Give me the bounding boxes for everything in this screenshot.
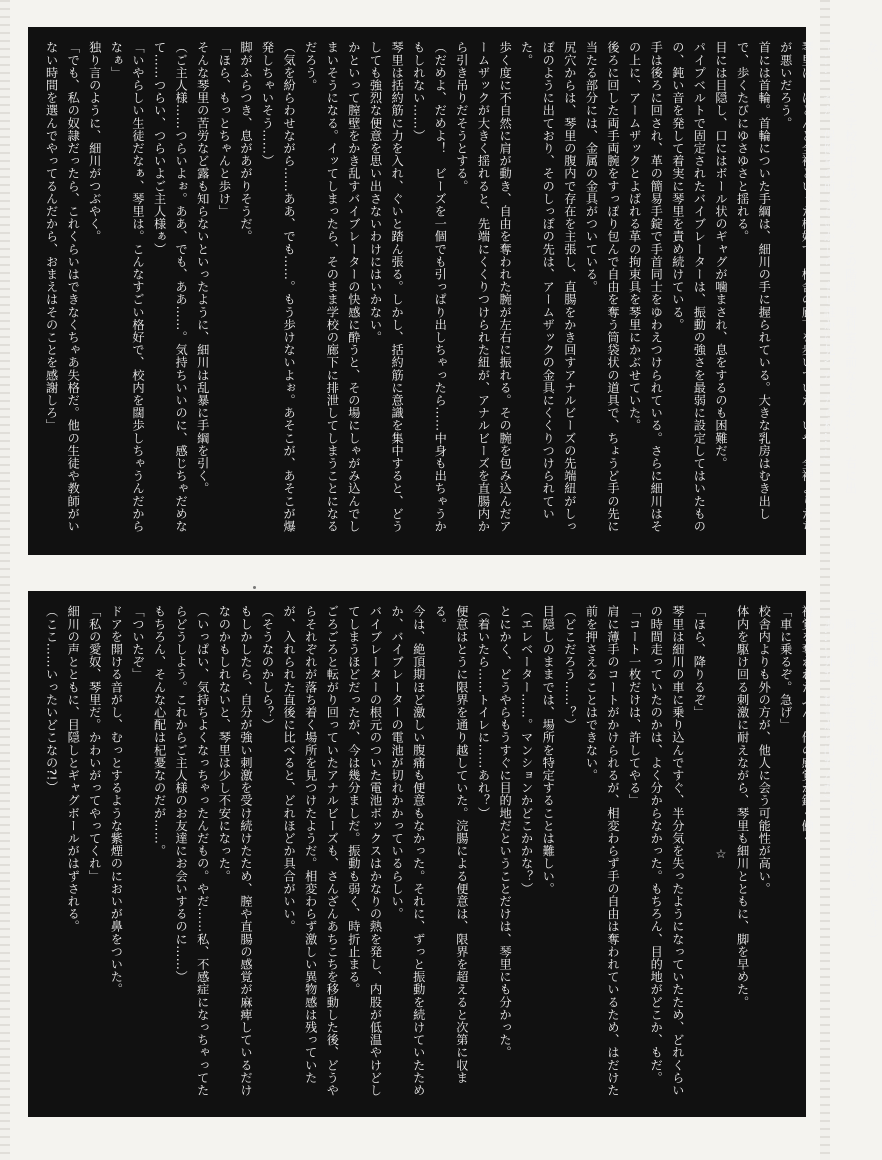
paragraph: 「私の愛奴、琴里だ。かわいがってやってくれ」 — [87, 605, 102, 883]
paragraph: 後ろに回した両手両腕をすっぽり包んで自由を奪う筒袋状の道具で、ちょうど手の先に当たる部分には、金属の金具がついている。 — [584, 41, 621, 533]
paragraph: 手は後ろに回され、革の簡易手錠で手首同士をゆわえつけられている。さらに細川はその上に、アームザックとよばれる革の拘束具を琴里にかぶせていた。 — [627, 41, 664, 533]
paragraph: 独り言のように、細川がつぶやく。 — [87, 41, 102, 243]
paragraph: 便意はとうに限界を通り越していた。浣腸による便意は、限界を超えると次第に収まる。 — [433, 605, 469, 1084]
margin-dot — [253, 586, 256, 589]
paragraph: バイブレーターの根元のついた電池ボックスはかなりの熱を発し、内股が低温やけどしてしまうほどだったが、今は幾分ましだ。振動も弱く、時折止まる。 — [346, 605, 383, 1097]
paragraph: （ここ……いったいどこなの?!） — [44, 605, 59, 794]
vertical-text-top — [40, 41, 882, 541]
paragraph: 尻穴からは、琴里の腹内で存在を主張し、直腸をかき回すアナルビーズの先端紐がしっぽのように出ており、そのしっぽの先は、アームザックの金具にくくりつけられていた。 — [519, 41, 577, 533]
paragraph: （気を紛らわせながら……ああ、でも……。もう歩けないよぉ。あそこが、あそこが爆発しちゃいそう……） — [260, 41, 297, 533]
paragraph: かといって膣壁をかき乱すバイブレーターの快感に酔うと、その場にしゃがみ込んでしまいそうになる。イッてしまったら、そのまま学校の廊下に排泄してしまうことになるだろう。 — [303, 41, 361, 533]
paragraph: （ご主人様……つらいよぉ。ああ、でも、ああ……。気持ちいいのに、感じちゃだめなて……つらい、つらいよご主人様ぁ） — [152, 41, 189, 533]
paragraph: ドアを開ける音がし、むっとするような紫煙のにおいが鼻をついた。 — [109, 605, 124, 996]
paragraph: 琴里は、ほとんど全裸といった格好で、校舎の廊下を歩いていた。いや、全裸よりたちが悪いだろう。 — [778, 41, 815, 533]
paragraph: （ご主人様……でも私、恥ずかしくて仕方がないんです！） — [865, 605, 880, 946]
paragraph: もしかしたら、自分が強い刺激を受け続けたため、膣や直腸の感覚が麻痺しているだけなのかもしれないと、琴里は少し不安になった。 — [217, 605, 253, 1097]
paragraph: 体内を駆け回る刺激に耐えながら、琴里も細川とともに、脚を早めた。 — [735, 605, 750, 1009]
paragraph: 校舎内よりも外の方が、他人に会う可能性が高い。 — [757, 605, 772, 895]
paragraph: （着いたら……トイレに……あれ？） — [476, 605, 491, 820]
paragraph: とにかく、どうやらもうすぐに目的地だということだけは、琴里にも分かった。 — [498, 605, 513, 1059]
paragraph: そんな琴里の苦労など露も知らないといったように、細川は乱暴に手綱を引く。 — [195, 41, 210, 495]
paragraph: （そうなのかしら？） — [260, 605, 275, 731]
paragraph: 目には目隠し、口にはボール状のギャグが噛まされ、息をするのも困難だ。 — [714, 41, 728, 470]
paragraph: 一瞬、肌をなでる空気が変わったような気がした。 — [843, 605, 858, 895]
vertical-text-bottom — [40, 605, 882, 1103]
paragraph: 「ついたぞ」 — [130, 605, 145, 681]
paragraph: 今は、絶頂期ほど激しい腹痛も便意もなかった。それに、ずっと振動を続けていたためか、バイブレーターの電池が切れかかっているらしい。 — [390, 605, 426, 1097]
paragraph: （あ……外だ。校舎から出たんだ） — [821, 605, 836, 807]
paragraph: 視覚を奪われたぶん、他の感覚が鋭く働く。 — [800, 605, 815, 857]
page-edge-left — [0, 0, 10, 1160]
section-break-star: ☆ — [714, 846, 728, 862]
paragraph: （いっぱい、気持ちよくなっちゃったんだもの。やだ……私、不感症になっちゃってたらどうしよう。これからご主人様のお友達にお会いするのに……） — [174, 605, 210, 1097]
paragraph: （エレベーター……。マンションかどこかかな？） — [519, 605, 534, 895]
paragraph: 歩く度に不自然に肩が動き、自由を奪われた腕が左右に振れる。その腕を包み込んだアームザックが大きく揺れると、先端にくくりつけられた紐が、アナルビーズを直腸内から引き吊りだそうとする。 — [454, 41, 513, 533]
paragraph: 「ほら、降りるぞ」 — [692, 605, 707, 719]
paragraph: （……ここ、学校の中よね？ あ、この階段、理科室の前なんだわ……。右に出て……。やだ、保健室の前くらいかしら。もし誰かに見つかったら私……） — [821, 41, 858, 495]
paragraph: 琴里は細川の車に乗り込んですぐ、半分気を失ったようになっていたため、どれくらいの時間走っていたのかは、よく分からなかった。もちろん、目的地がどこか、もだ。 — [649, 605, 685, 1097]
paragraph: 脚がふらつき、息があがりそうだ。 — [238, 41, 253, 243]
paragraph: 「でも、私の奴隷だったら、これくらいはできなくちゃあ失格だ。他の生徒や教師がいない時間を選んでやってるんだから、おまえはそのことを感謝しろ」 — [44, 41, 81, 533]
paragraph: 「車に乗るぞ。急げ」 — [778, 605, 793, 731]
paragraph: （どこだろう……？） — [562, 605, 577, 731]
paragraph: 「ほら、もっとちゃんと歩け」 — [217, 41, 232, 218]
paragraph: 首には首輪。首輪についた手綱は、細川の手に握られている。大きな乳房はむき出しで、歩くたびにゆさゆさと揺れる。 — [735, 41, 772, 520]
paragraph: ない。 — [865, 41, 880, 79]
paragraph: 目隠しのままでは、場所を特定することは難しい。 — [541, 605, 556, 895]
paragraph: 「いやらしい生徒だなぁ、琴里は。こんなすごい格好で、校内を闊歩しちゃうんだからなぁ」 — [109, 41, 145, 533]
paragraph: 細川の声とともに、目隠しとギャグボールがはずされる。 — [66, 605, 81, 933]
paragraph: ごろごろと転がり回っていたアナルビーズも、さんざんあちこちを移動した後、どうやらそれぞれが落ち着く場所を見つけたようだ。相変わらず激しい異物感は残っていたが、入れられた直後に比べると、どれほどか具合がいい。 — [282, 605, 340, 1097]
paragraph: （だめよ、だめよ！ ビーズを一個でも引っぱり出しちゃったら……中身も出ちゃうかもしれない……） — [411, 41, 448, 533]
paragraph: 琴里は括約筋に力を入れ、ぐいと踏ん張る。しかし、括約筋に意識を集中すると、どうしても強烈な便意を思い出さないわけにはいかない。 — [368, 41, 405, 533]
paragraph: 「コート一枚だけは、許してやる」 — [627, 605, 642, 807]
paragraph: もちろん、そんな心配は杞憂なのだが……。 — [152, 605, 167, 857]
text-panel-bottom — [28, 591, 880, 1117]
text-panel-top — [28, 27, 880, 555]
paragraph: 肩に薄手のコートがかけられるが、相変わらず手の自由は奪われているため、はだけた前を押さえることはできない。 — [584, 605, 621, 1097]
paragraph: パイプベルトで固定されたバイブレーターは、振動の強さを最弱に設定してはいたものの、鈍い音を発して着実に琴里を責め続けている。 — [670, 41, 707, 533]
